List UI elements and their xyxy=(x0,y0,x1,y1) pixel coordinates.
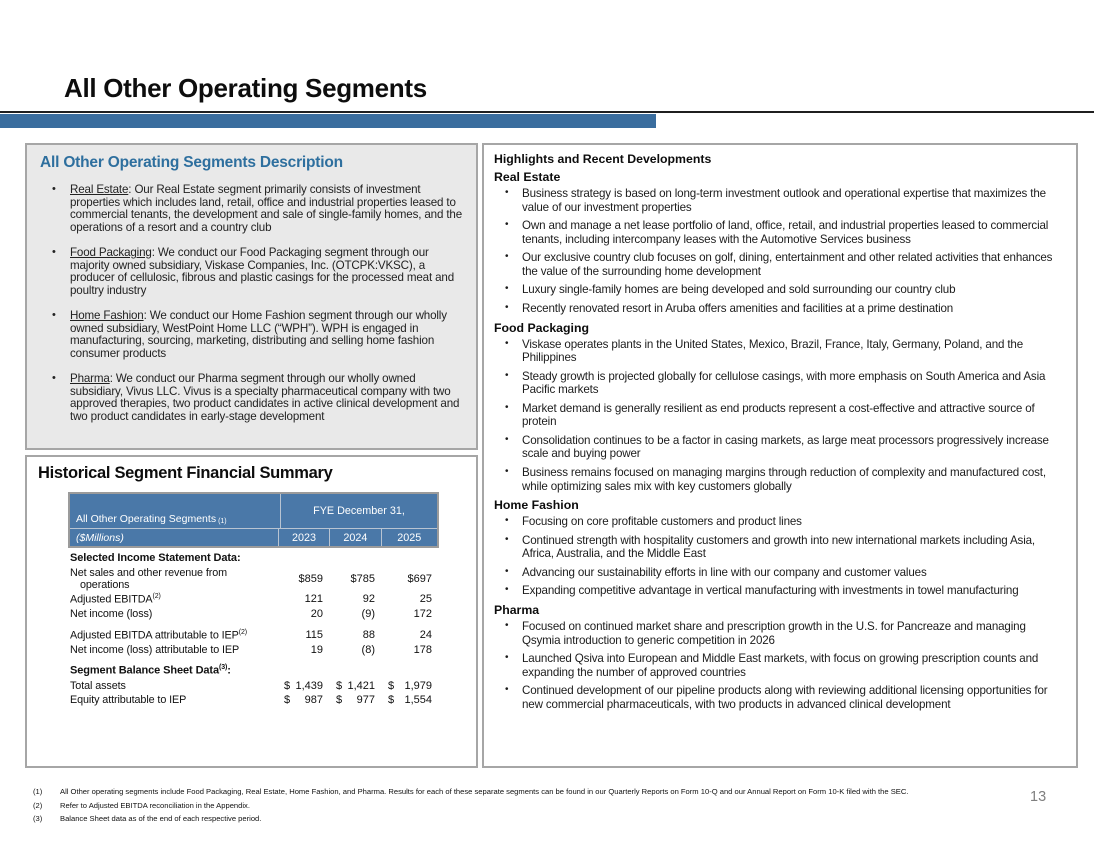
currency-symbol: $ xyxy=(284,679,291,692)
footnote xyxy=(33,814,1023,823)
row-label: Equity attributable to IEP xyxy=(70,693,187,706)
row-label: Net income (loss) attributable to IEP xyxy=(70,643,240,656)
currency-symbol: $ xyxy=(388,679,395,692)
highlight-bullet: • Focusing on core profitable customers and product lines xyxy=(494,515,1064,529)
value-cell: 20 xyxy=(310,608,323,621)
description-box xyxy=(25,143,478,450)
value-number: 1,421 xyxy=(347,679,375,692)
highlight-bullet: • Expanding competitive advantage in vertical manufacturing with investments in towel manufacturing xyxy=(494,584,1064,598)
corner-footnote-ref: (1) xyxy=(218,518,227,525)
highlight-bullet: • Launched Qsiva into European and Middle East markets, with focus on growing prescription counts and expanding the number of approved countries xyxy=(494,652,1064,679)
currency-symbol: $ xyxy=(284,693,291,706)
value-cell xyxy=(278,694,330,706)
footnote-ref: (3) xyxy=(219,664,228,672)
highlights-heading: Highlights and Recent Developments xyxy=(494,152,712,166)
accent-bar xyxy=(0,114,656,128)
value-cell: $697 xyxy=(407,573,432,586)
highlights-list xyxy=(494,338,1064,494)
fye-header: FYE December 31, xyxy=(280,494,437,528)
segment-term: Food Packaging xyxy=(70,246,152,260)
highlight-bullet: • Consolidation continues to be a factor in casing markets, as large meat processors progressively increase scale and buying power xyxy=(494,434,1064,461)
currency-symbol: $ xyxy=(336,679,343,692)
highlight-bullet: • Business strategy is based on long-term investment outlook and operational expertise that maximizes the value of our investment properties xyxy=(494,187,1064,214)
table-row xyxy=(68,664,439,677)
footnote-text: Balance Sheet data as of the end of each respective period. xyxy=(60,814,262,824)
highlight-bullet: • Continued strength with hospitality customers and growth into new international markets including Asia, Africa, Australia, and the Middle East xyxy=(494,534,1064,561)
row-label xyxy=(68,593,278,606)
segment-term: Home Fashion xyxy=(70,309,144,323)
footnote-number: (3) xyxy=(33,814,43,824)
value-cell: 172 xyxy=(413,608,432,621)
segment-term: Real Estate xyxy=(70,183,129,196)
highlight-bullet: • Recently renovated resort in Aruba offers amenities and facilities at a prime destination xyxy=(494,302,1064,316)
value-cell: $859 xyxy=(298,573,323,586)
bullet-text: : We conduct our Food Packaging segment through our majority owned subsidiary, Viskase Companies, Inc. (OTCPK:VKSC), a producer of cellulosic, fibrous and plastic casings for the processed meat and poultry industry xyxy=(70,246,454,297)
row-label-text: Adjusted EBITDA xyxy=(70,594,153,607)
description-bullet xyxy=(40,310,463,360)
value-cell: 92 xyxy=(362,593,375,606)
financial-table-header xyxy=(68,492,439,548)
table-row xyxy=(68,680,439,692)
section-title-home-fashion: Home Fashion xyxy=(494,498,579,513)
value-cell: 88 xyxy=(362,628,375,641)
footnote-text: Refer to Adjusted EBITDA reconciliation in the Appendix. xyxy=(60,800,250,810)
description-bullet xyxy=(40,247,463,297)
table-row xyxy=(68,608,439,620)
highlight-bullet: • Advancing our sustainability efforts in line with our company and customer values xyxy=(494,566,1064,580)
footnote xyxy=(33,787,1023,796)
value-number: 987 xyxy=(304,693,323,706)
financial-table-body xyxy=(68,552,439,706)
title-rule-divider xyxy=(0,111,1094,113)
currency-symbol: $ xyxy=(336,693,343,706)
bullet-text: : Our Real Estate segment primarily consists of investment properties which includes land, retail, office and industrial properties leased to commercial tenants, the development and sale of single-family homes, and the operations of a resort and a country club xyxy=(70,183,463,234)
row-label: Selected Income Statement Data: xyxy=(70,552,241,564)
bullet-text: : We conduct our Pharma segment through our wholly owned subsidiary, Vivus LLC. Vivus is a specialty pharmaceutical company with two approved therapies, two product candidates in active clinical development and two product candidates in early-stage development xyxy=(70,372,460,423)
row-label xyxy=(68,629,278,642)
section-title-food-packaging: Food Packaging xyxy=(494,320,589,335)
table-row xyxy=(68,644,439,656)
value-cell: 25 xyxy=(419,593,432,606)
row-label-line1: Net sales and other revenue from xyxy=(70,566,228,579)
highlight-bullet: • Continued development of our pipeline products along with reviewing additional licensing opportunities for new commercial pharmaceuticals, with two products in advanced clinical development xyxy=(494,684,1064,711)
row-label: Total assets xyxy=(70,679,126,692)
footnote-ref: (2) xyxy=(238,628,248,636)
table-row xyxy=(68,567,439,592)
value-cell xyxy=(382,694,439,706)
highlight-bullet: • Business remains focused on managing margins through reduction of complexity and manufactured cost, while optimizing sales mix with key customers globally xyxy=(494,466,1064,493)
value-number: 1,554 xyxy=(404,693,432,706)
row-label-line2: operations xyxy=(80,579,130,592)
description-bullet xyxy=(40,373,463,423)
highlights-list xyxy=(494,620,1064,711)
table-row xyxy=(68,629,439,642)
row-label: Net income (loss) xyxy=(70,608,153,621)
value-cell xyxy=(278,680,330,692)
value-cell: 24 xyxy=(419,628,432,641)
table-row xyxy=(68,552,439,565)
footnote-number: (1) xyxy=(33,787,43,796)
page-number: 13 xyxy=(1030,789,1047,805)
units-label: ($Millions) xyxy=(76,531,124,544)
value-number: 1,439 xyxy=(295,679,323,692)
value-cell: 121 xyxy=(304,593,323,606)
value-cell: 19 xyxy=(310,643,323,656)
segment-term: Pharma xyxy=(70,372,110,386)
table-row xyxy=(68,694,439,706)
highlight-bullet: • Market demand is generally resilient as end products represent a cost-effective and attractive source of protein xyxy=(494,402,1064,429)
row-label-text: Adjusted EBITDA attributable to IEP xyxy=(70,629,239,642)
description-bullet xyxy=(40,184,463,234)
row-label-suffix: : xyxy=(227,664,231,677)
footnotes xyxy=(33,787,1023,828)
value-cell xyxy=(330,694,382,706)
financial-summary-heading: Historical Segment Financial Summary xyxy=(38,464,333,482)
year-header-2025: 2025 xyxy=(381,529,437,546)
highlight-bullet: • Viskase operates plants in the United States, Mexico, Brazil, France, Italy, Germany, Poland, and the Philippines xyxy=(494,338,1064,365)
highlight-bullet: • Luxury single-family homes are being developed and sold surrounding our country club xyxy=(494,283,1064,297)
year-header-2024: 2024 xyxy=(329,529,380,546)
value-cell: $785 xyxy=(350,573,375,586)
highlights-list xyxy=(494,187,1064,316)
footnote-number: (2) xyxy=(33,800,43,810)
value-cell xyxy=(330,680,382,692)
section-title-pharma: Pharma xyxy=(494,602,540,617)
table-row xyxy=(68,593,439,606)
description-bullet-list xyxy=(40,184,463,423)
highlights-box xyxy=(482,143,1078,768)
bullet-text: : We conduct our Home Fashion segment through our wholly owned subsidiary, WestPoint Home LLC (“WPH”). WPH is engaged in manufacturing, sourcing, marketing, distributing and selling home fashion consumer products xyxy=(70,309,447,360)
footnote xyxy=(33,801,1023,810)
highlight-bullet: • Steady growth is projected globally for cellulose casings, with more emphasis on South America and Asia Pacific markets xyxy=(494,370,1064,397)
highlight-bullet: • Our exclusive country club focuses on golf, dining, entertainment and other related activities that enhances the value of the surrounding home development xyxy=(494,251,1064,278)
page-title: All Other Operating Segments xyxy=(64,73,427,103)
year-header-2023: 2023 xyxy=(278,529,329,546)
highlight-bullet: • Focused on continued market share and prescription growth in the U.S. for Pancreaze and managing Qsymia introduction to generic competition in 2026 xyxy=(494,620,1064,647)
section-title-real-estate: Real Estate xyxy=(494,170,561,184)
value-number: 1,979 xyxy=(404,679,432,692)
footnote-ref: (2) xyxy=(152,593,161,601)
value-cell: 178 xyxy=(413,643,432,656)
financial-table xyxy=(68,492,439,706)
highlights-list xyxy=(494,515,1064,598)
value-cell: (8) xyxy=(361,643,375,656)
footnote-text: All Other operating segments include Food Packaging, Real Estate, Home Fashion, and Pharma. Results for each of these separate segments can be found in our Quarterly Reports on Form 10-Q and our Annual Report on Form 10-K filed with the SEC. xyxy=(60,787,909,796)
row-label xyxy=(68,567,278,592)
financial-summary-box xyxy=(25,455,478,768)
highlight-bullet: • Own and manage a net lease portfolio of land, office, retail, and industrial properties leased to commercial tenants, including intercompany leases with the Automotive Services business xyxy=(494,219,1064,246)
table-corner-label xyxy=(70,494,280,528)
value-cell: (9) xyxy=(361,608,375,621)
currency-symbol: $ xyxy=(388,693,395,706)
value-cell xyxy=(382,680,439,692)
corner-label-text: All Other Operating Segments xyxy=(76,513,217,525)
value-cell: 115 xyxy=(305,628,323,641)
value-number: 977 xyxy=(356,693,375,706)
row-label-text: Segment Balance Sheet Data xyxy=(70,664,220,677)
row-label xyxy=(68,664,278,677)
description-heading: All Other Operating Segments Description xyxy=(40,154,343,171)
